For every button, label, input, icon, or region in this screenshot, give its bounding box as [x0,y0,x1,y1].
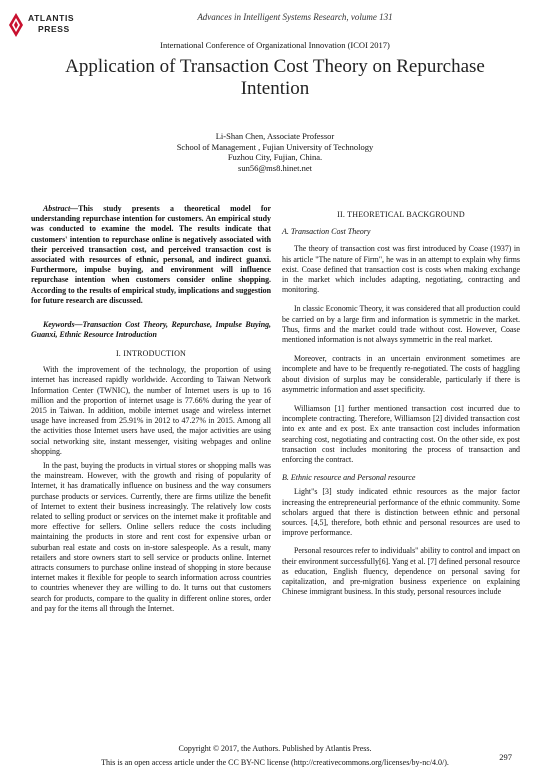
paragraph: In the past, buying the products in virtual stores or shopping malls was the mainstream. However, with the growth and rising of popularity of Internet, it has dramatically influence on business and the way consumers purchase products or services. Currently, there are firms utilize the benefit of Internet to extent their business increasingly. The relatively low costs related to selling product or services on the internet make it profitable and more effective for sellers. Online sellers reduce the costs including maintaining the products in store and rent cost for expensive urban or suburban real estate and costs on in-store salespeople. As a result, many retailers and store owners start to sell service or products online. Internet attracts consumers to purchase online instead of shopping in store because internet makes it flexible for people to search information across countries to countries whenever they are willing to do. It turns out that customers search for products, compare to the quality in different online stores, order and pay for the items all through the Internet. [31,461,271,613]
author-affiliation: School of Management , Fujian University of Technology [176,141,374,152]
subsection-heading: A. Transaction Cost Theory [282,227,371,237]
paragraph: Personal resources refer to individuals" ability to control and impact on their environment successfully[6]. Yang et al. [7] defined personal resource as education, English fluency, dependence on personal saving for capitalization, and pre-migration business experience on explaining Chinese immigrant business. In this study, personal resources include [282,546,520,597]
section-heading: I. INTRODUCTION [115,349,187,358]
abstract-label: Abstract— [43,204,79,213]
author-block [0,131,550,173]
keywords-text: Transaction Cost Theory, Repurchase, Impulse Buying, Guanxi, Ethnic Resource Introduction [31,320,271,340]
journal-name: Advances in Intelligent Systems Research, volume 131 [197,12,393,22]
conference-name: International Conference of Organizational Innovation (ICOI 2017) [160,40,390,50]
paragraph: With the improvement of the technology, the proportion of using internet has increased rapidly worldwide. According to Taiwan Network Information Center (TWNIC), the number of Internet users is up to 16 million and the proportion of internet usage is 77.66% during the year of 2015 in Taiwan. In addition, mobile internet usage and wireless internet usage have increased from 25.91% in 2012 to 47.27% in 2015. Among all the activities those Internet users have used, the major activities are using social networking site, instant messenger, visiting webpages and online shopping. [31,365,271,456]
subsection-heading: B. Ethnic resource and Personal resource [282,473,416,483]
logo-line1: ATLANTIS [28,13,75,23]
paragraph: Light"s [3] study indicated ethnic resources as the major factor increasing the entrepreneurial performance of the ethnic community. Some scholars argued that there is distinction between ethnic and personal sources. [4,5], therefore, both ethnic and personal resources are used to improve performance. [282,487,520,538]
page-number: 297 [499,752,512,762]
abstract-text: This study presents a theoretical model for understanding repurchase intention for customers. An empirical study was conducted to examine the model. The results indicate that customers' intention to repurchase online is negatively associated with their perceived transaction cost, and perceived transaction cost is associated with resources of ethnic, personal, and indirect guanxi. Furthermore, impulse buying, and environment will influence repurchase intention when customers consider online shopping. According to the results of empirical study, implications and suggestion for future research are discussed. [31,204,271,305]
keywords-label: Keywords— [43,320,83,329]
logo-line2: PRESS [38,24,70,34]
paragraph: Williamson [1] further mentioned transaction cost incurred due to incomplete contracting. Therefore, Williamson [2] divided transaction cost into ex ante and ex post. Ex ante transaction cost includes information searching cost, negotiating and contracting cost. On the other side, ex post transaction cost includes monitoring the process of transaction and enforcing the contract. [282,404,520,465]
abstract [31,204,271,306]
keywords [31,320,271,340]
paragraph: The theory of transaction cost was first introduced by Coase (1937) in his article "The nature of Firm", he was in an attempt to explain why firms exist. Coase defined that transaction cost is costs when making exchange in the market which includes adapting, negotiating, contracting and monitoring. [282,244,520,295]
paragraph: Moreover, contracts in an uncertain environment sometimes are incomplete and have to be frequently re-negotiated. The costs of haggling about division of surplus may be considerable, particularly if there is asymmetric information and asset specificity. [282,354,520,394]
section-introduction [31,349,271,614]
paragraph: In classic Economic Theory, it was considered that all production could be carried on by a large firm and information is symmetric in the market. Thus, firms and the market could trade without cost. However, Coase mentioned information is not always symmetric in the real market. [282,304,520,345]
author-city: Fuzhou City, Fujian, China. [227,152,323,163]
section-background [282,210,520,598]
copyright-notice: Copyright © 2017, the Authors. Published by Atlantis Press. [178,744,372,753]
author-name: Li-Shan Chen, Associate Professor [215,131,335,141]
author-email: sun56@ms8.hinet.net [238,162,312,173]
paper-title: Application of Transaction Cost Theory on Repurchase Intention [65,56,485,99]
license-notice: This is an open access article under the CC BY-NC license (http://creativecommons.org/licenses/by-nc/4.0/). [101,758,449,767]
section-heading: II. THEORETICAL BACKGROUND [337,210,465,219]
